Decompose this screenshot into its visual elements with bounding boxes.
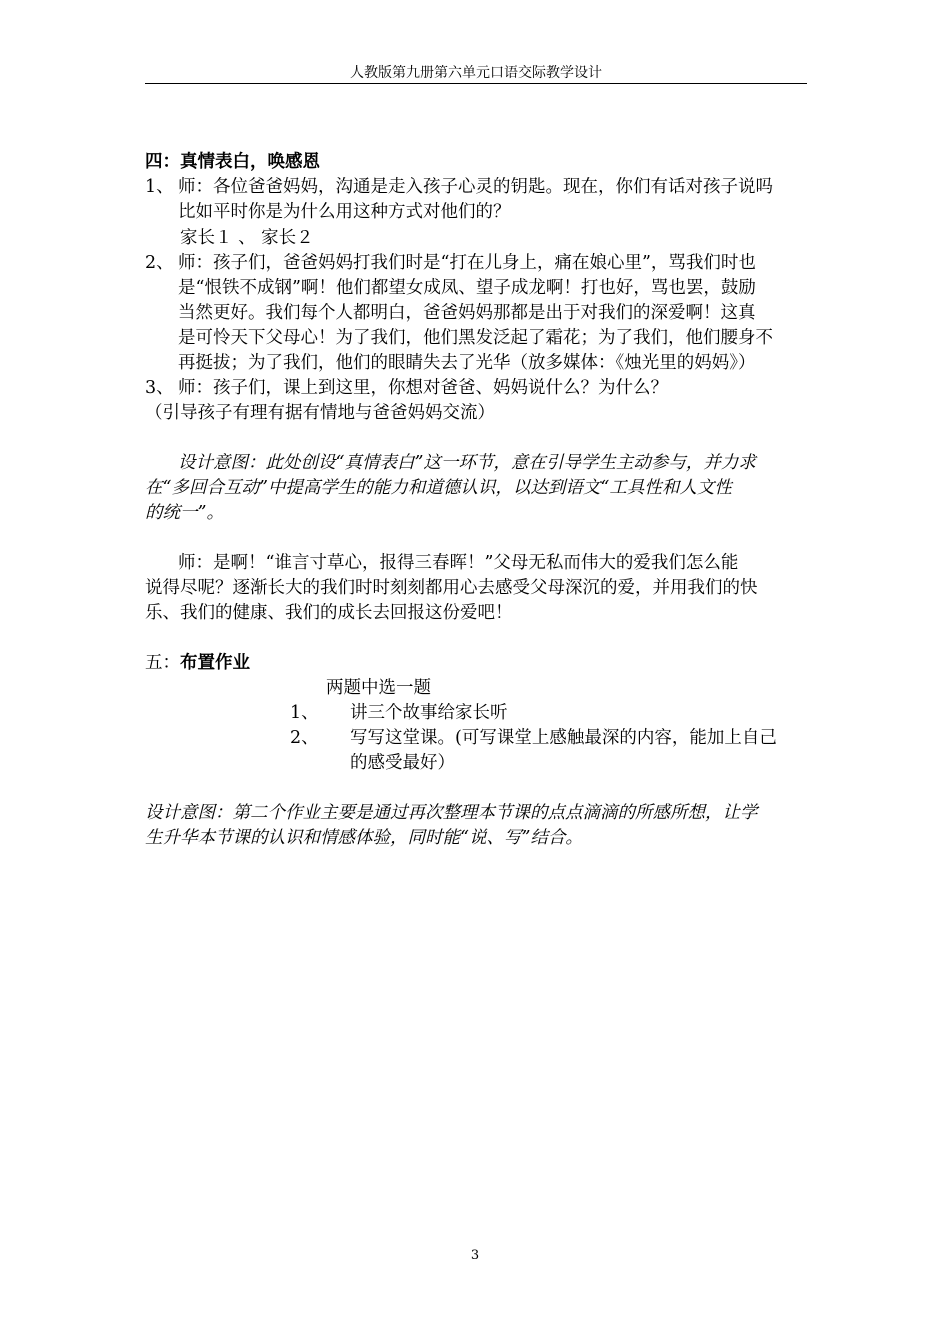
homework2-line1: 写写这堂课。(可写课堂上感触最深的内容，能加上自己 (350, 728, 777, 748)
closing-line1: 师：是啊！“谁言寸草心，报得三春晖！”父母无私而伟大的爱我们怎么能 (178, 553, 739, 573)
item2-line1: 师：孩子们，爸爸妈妈打我们时是“打在儿身上，痛在娘心里”，骂我们时也 (178, 253, 756, 273)
section5-heading (145, 651, 250, 675)
item2-line2: 是“恨铁不成钢”啊！他们都望女成凤、望子成龙啊！打也好，骂也罢，鼓励 (178, 278, 756, 298)
guide-line: （引导孩子有理有据有情地与爸爸妈妈交流） (145, 403, 495, 423)
item2-line5: 再挺拔；为了我们，他们的眼睛失去了光华（放多媒体：《烛光里的妈妈》） (178, 353, 756, 373)
homework2-line2: 的感受最好） (350, 753, 455, 773)
closing-line3: 乐、我们的健康、我们的成长去回报这份爱吧！ (145, 603, 513, 623)
item1-number: 1、 (145, 177, 174, 197)
closing-line2: 说得尽呢？逐渐长大的我们时时刻刻都用心去感受父母深沉的爱，并用我们的快 (145, 578, 758, 598)
homework-design-intent-line1: 设计意图：第二个作业主要是通过再次整理本节课的点点滴滴的所感所想，让学 (145, 803, 758, 823)
item3-line1: 师：孩子们，课上到这里，你想对爸爸、妈妈说什么？为什么？ (178, 378, 668, 398)
item2-number: 2、 (145, 253, 174, 273)
header-rule (145, 83, 807, 84)
item1-line2: 比如平时你是为什么用这种方式对他们的？ (178, 202, 511, 222)
section5-heading-text: 布置作业 (180, 653, 250, 673)
page-number: 3 (470, 1248, 480, 1263)
design-intent-line2: 在“多回合互动”中提高学生的能力和道德认识，以达到语文“工具性和人文性 (145, 478, 732, 498)
homework-design-intent-line2: 生升华本节课的认识和情感体验，同时能“说、写”结合。 (145, 828, 583, 848)
item2-line3: 当然更好。我们每个人都明白，爸爸妈妈那都是出于对我们的深爱啊！这真 (178, 303, 756, 323)
item1-line1: 师：各位爸爸妈妈，沟通是走入孩子心灵的钥匙。现在，你们有话对孩子说吗 (178, 177, 773, 197)
parents-line: 家长１ 、 家长２ (180, 228, 314, 248)
item2-line4: 是可怜天下父母心！为了我们，他们黑发泛起了霜花；为了我们，他们腰身不 (178, 328, 773, 348)
homework1-number: 1、 (290, 703, 319, 723)
choose-line: 两题中选一题 (326, 678, 431, 698)
section5-heading-prefix: 五： (145, 653, 180, 673)
page-header: 人教版第九册第六单元口语交际教学设计 (350, 65, 602, 81)
design-intent-line3: 的统一”。 (145, 503, 224, 523)
homework1-text: 讲三个故事给家长听 (350, 703, 508, 723)
design-intent-line1: 设计意图：此处创设“真情表白”这一环节，意在引导学生主动参与，并力求 (178, 453, 756, 473)
item3-number: 3、 (145, 378, 174, 398)
section4-heading: 四：真情表白，唤感恩 (145, 152, 320, 172)
homework2-number: 2、 (290, 728, 319, 748)
